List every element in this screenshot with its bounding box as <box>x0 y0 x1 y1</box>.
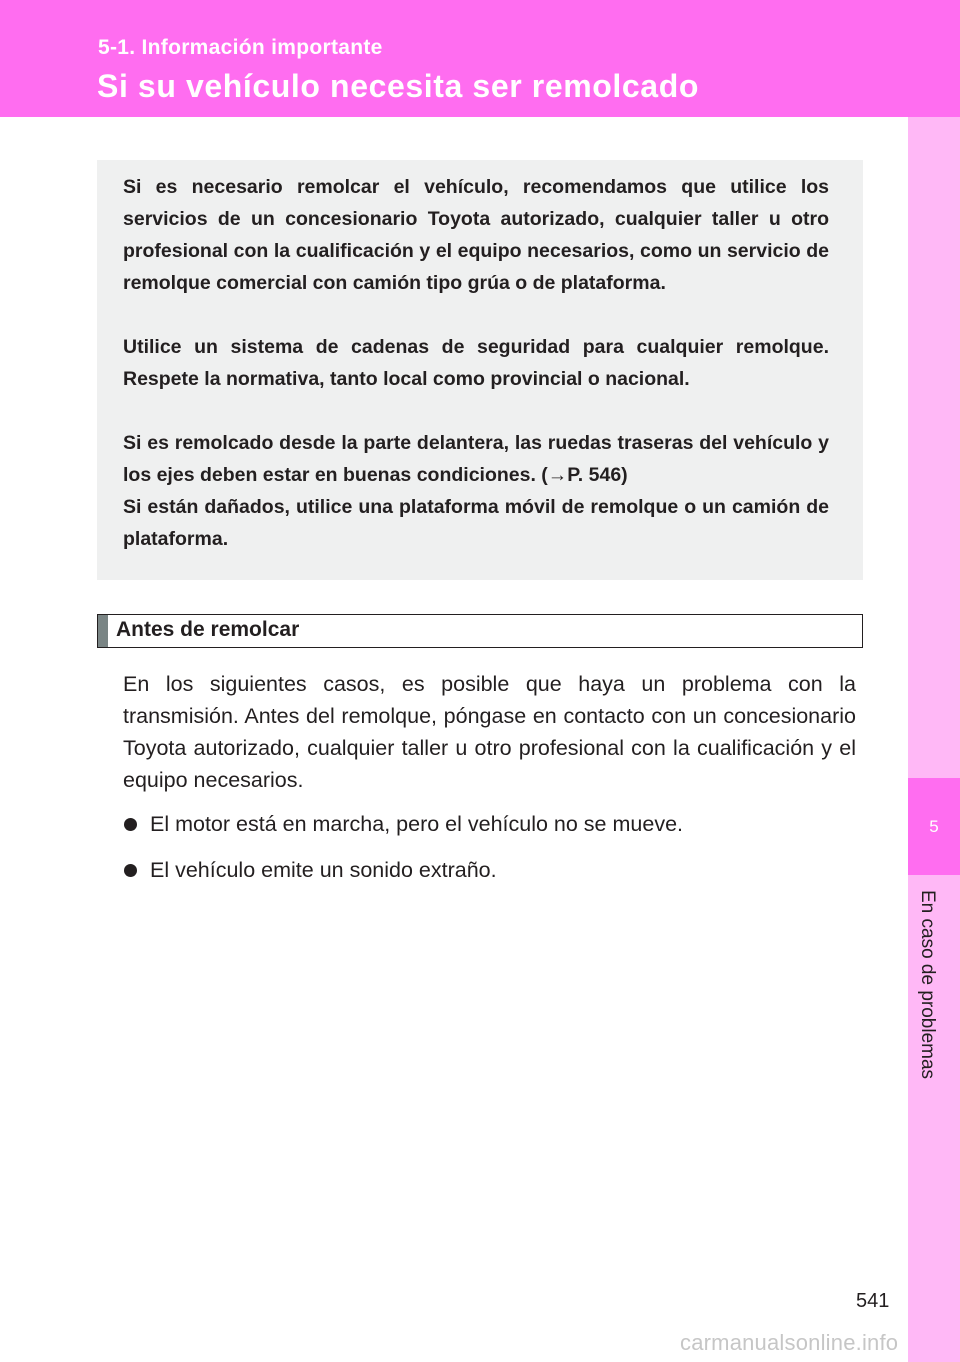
chapter-side-tab <box>908 117 960 1362</box>
bullet-dot-icon <box>124 864 137 877</box>
page-number: 541 <box>856 1290 890 1312</box>
bullet-text: El motor está en marcha, pero el vehículo no se mueve. <box>150 812 683 836</box>
section-body: En los siguientes casos, es posible que haya un problema con la transmisión. Antes del remolque, póngase en contacto con un concesionario Toyota autorizado, cualquier taller u otro profesional con la cualificación y el equipo necesarios. <box>123 672 856 792</box>
chapter-title: En caso de problemas <box>917 890 938 1080</box>
info-paragraph: Utilice un sistema de cadenas de seguridad para cualquier remolque. Respete la normativa, tanto local como provincial o nacional. <box>123 336 829 390</box>
info-paragraph: Si están dañados, utilice una plataforma móvil de remolque o un camión de plataforma. <box>123 496 829 550</box>
section-heading-text: Antes de remolcar <box>116 618 300 641</box>
chapter-number: 5 <box>908 778 960 875</box>
bullet-item <box>124 812 683 837</box>
heading-accent <box>98 615 108 647</box>
bullet-item <box>124 858 497 883</box>
section-label: 5-1. Información importante <box>98 36 383 59</box>
info-box <box>97 160 863 580</box>
page-title: Si su vehículo necesita ser remolcado <box>97 68 699 104</box>
section-heading <box>97 614 863 648</box>
info-paragraph: Si es remolcado desde la parte delantera, las ruedas traseras del vehículo y los ejes deben estar en buenas condiciones. (→P. 546) <box>123 432 829 486</box>
page-header <box>0 0 960 117</box>
bullet-dot-icon <box>124 818 137 831</box>
bullet-text: El vehículo emite un sonido extraño. <box>150 858 497 882</box>
watermark: carmanualsonline.info <box>680 1330 899 1355</box>
info-paragraph: Si es necesario remolcar el vehículo, recomendamos que utilice los servicios de un concesionario Toyota autorizado, cualquier taller u otro profesional con la cualificación y el equipo necesarios, como un servicio de remolque comercial con camión tipo grúa o de plataforma. <box>123 176 829 294</box>
